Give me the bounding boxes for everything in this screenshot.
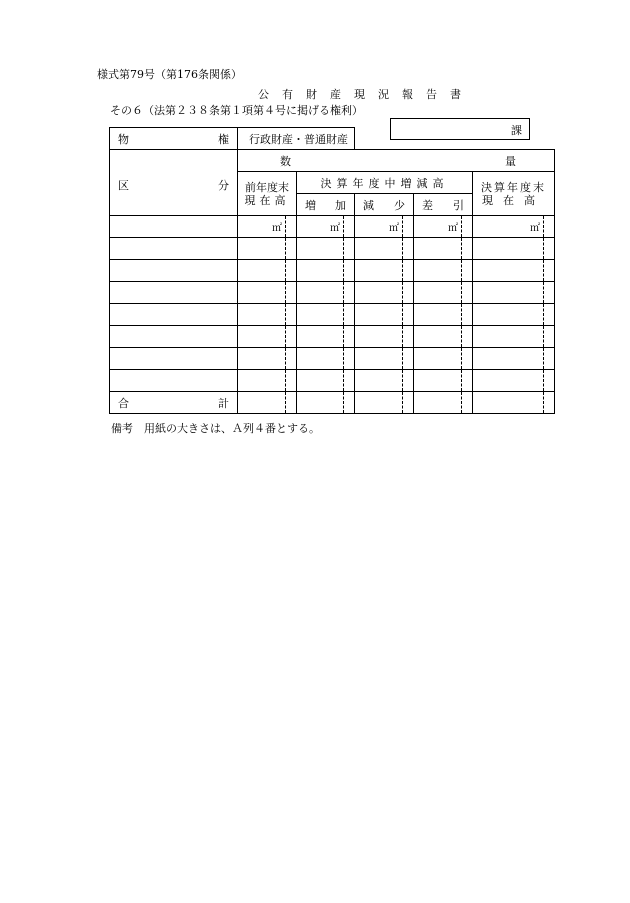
category-header: 区 分	[110, 150, 238, 216]
table-row	[110, 370, 555, 392]
dashed-divider	[285, 282, 286, 303]
quantity-cell	[355, 348, 414, 370]
dashed-divider	[461, 326, 462, 347]
quantity-cell	[414, 348, 473, 370]
quantity-cell	[355, 260, 414, 282]
dashed-divider	[461, 238, 462, 259]
increase-header: 増 加	[297, 194, 355, 216]
property-type-value-cell: 行政財産・普通財産	[238, 128, 355, 150]
total-label-cell: 合 計	[110, 392, 238, 414]
category-cell	[110, 282, 238, 304]
table-row	[110, 216, 555, 238]
quantity-cell	[238, 260, 297, 282]
quantity-cell	[355, 238, 414, 260]
dashed-divider	[461, 370, 462, 391]
table-row	[110, 238, 555, 260]
dashed-divider	[461, 392, 462, 413]
prior-year-header: 前年度末 現在高	[238, 172, 297, 216]
quantity-cell	[473, 392, 555, 414]
quantity-cell	[297, 260, 355, 282]
dashed-divider	[543, 326, 544, 347]
dashed-divider	[343, 238, 344, 259]
quantity-cell	[414, 260, 473, 282]
unit-label: ㎡	[389, 223, 399, 234]
quantity-cell	[414, 326, 473, 348]
dashed-divider	[402, 216, 403, 237]
quantity-cell	[297, 216, 355, 238]
net-header: 差 引	[414, 194, 473, 216]
dashed-divider	[343, 326, 344, 347]
dashed-divider	[285, 260, 286, 281]
quantity-cell	[414, 216, 473, 238]
quantity-cell	[297, 392, 355, 414]
dashed-divider	[402, 370, 403, 391]
category-cell	[110, 216, 238, 238]
dashed-divider	[343, 282, 344, 303]
dashed-divider	[285, 370, 286, 391]
quantity-cell	[473, 260, 555, 282]
table-row	[110, 348, 555, 370]
dashed-divider	[285, 238, 286, 259]
dashed-divider	[402, 392, 403, 413]
property-type-label-cell: 物 権	[110, 128, 238, 150]
dashed-divider	[285, 348, 286, 369]
total-row	[110, 392, 555, 414]
quantity-cell	[473, 326, 555, 348]
section-label: 課	[511, 124, 522, 137]
change-header: 決算年度中増減高	[297, 172, 473, 194]
dashed-divider	[285, 304, 286, 325]
quantity-cell	[414, 304, 473, 326]
dashed-divider	[402, 304, 403, 325]
dashed-divider	[343, 348, 344, 369]
quantity-cell	[297, 238, 355, 260]
dashed-divider	[285, 216, 286, 237]
quantity-cell	[414, 282, 473, 304]
quantity-cell	[238, 348, 297, 370]
table-row	[110, 282, 555, 304]
quantity-header: 数 量	[238, 150, 555, 172]
year-end-header: 決算年度末 現在高	[473, 172, 555, 216]
dashed-divider	[543, 216, 544, 237]
quantity-cell	[238, 304, 297, 326]
decrease-header: 減 少	[355, 194, 414, 216]
table-row	[110, 304, 555, 326]
remarks-note: 備考 用紙の大きさは、Ａ列４番とする。	[111, 422, 320, 435]
quantity-cell	[238, 216, 297, 238]
quantity-cell	[238, 326, 297, 348]
property-report-table	[109, 127, 555, 414]
document-subtitle: その６（法第２３８条第１項第４号に掲げる権利）	[110, 104, 363, 117]
dashed-divider	[461, 304, 462, 325]
table-row	[110, 326, 555, 348]
dashed-divider	[461, 348, 462, 369]
category-cell	[110, 260, 238, 282]
dashed-divider	[543, 370, 544, 391]
quantity-cell	[473, 304, 555, 326]
quantity-cell	[355, 392, 414, 414]
quantity-cell	[297, 282, 355, 304]
dashed-divider	[285, 326, 286, 347]
dashed-divider	[402, 348, 403, 369]
quantity-cell	[473, 238, 555, 260]
quantity-cell	[238, 392, 297, 414]
quantity-cell	[238, 282, 297, 304]
dashed-divider	[285, 392, 286, 413]
dashed-divider	[461, 216, 462, 237]
quantity-cell	[414, 370, 473, 392]
quantity-cell	[473, 348, 555, 370]
quantity-cell	[473, 370, 555, 392]
dashed-divider	[543, 238, 544, 259]
category-cell	[110, 326, 238, 348]
unit-label: ㎡	[448, 223, 458, 234]
unit-label: ㎡	[330, 223, 340, 234]
unit-label: ㎡	[272, 223, 282, 234]
dashed-divider	[402, 282, 403, 303]
quantity-cell	[355, 304, 414, 326]
quantity-cell	[414, 392, 473, 414]
dashed-divider	[402, 260, 403, 281]
dashed-divider	[402, 238, 403, 259]
document-title: 公有財産現況報告書	[258, 88, 474, 101]
dashed-divider	[543, 392, 544, 413]
dashed-divider	[543, 304, 544, 325]
quantity-cell	[355, 326, 414, 348]
quantity-cell	[238, 238, 297, 260]
blank-header-cell	[355, 128, 555, 150]
category-cell	[110, 238, 238, 260]
table-row	[110, 260, 555, 282]
dashed-divider	[343, 370, 344, 391]
dashed-divider	[461, 260, 462, 281]
quantity-cell	[238, 370, 297, 392]
quantity-cell	[297, 326, 355, 348]
unit-label: ㎡	[530, 223, 541, 234]
quantity-cell	[473, 216, 555, 238]
quantity-cell	[355, 216, 414, 238]
category-cell	[110, 348, 238, 370]
dashed-divider	[343, 304, 344, 325]
dashed-divider	[461, 282, 462, 303]
quantity-cell	[355, 282, 414, 304]
dashed-divider	[402, 326, 403, 347]
quantity-cell	[473, 282, 555, 304]
dashed-divider	[543, 348, 544, 369]
category-cell	[110, 304, 238, 326]
quantity-cell	[297, 304, 355, 326]
dashed-divider	[543, 260, 544, 281]
dashed-divider	[343, 216, 344, 237]
category-cell	[110, 370, 238, 392]
dashed-divider	[343, 392, 344, 413]
quantity-cell	[297, 348, 355, 370]
dashed-divider	[343, 260, 344, 281]
form-number: 様式第79号（第176条関係）	[97, 68, 242, 81]
dashed-divider	[543, 282, 544, 303]
quantity-cell	[297, 370, 355, 392]
quantity-cell	[355, 370, 414, 392]
quantity-cell	[414, 238, 473, 260]
